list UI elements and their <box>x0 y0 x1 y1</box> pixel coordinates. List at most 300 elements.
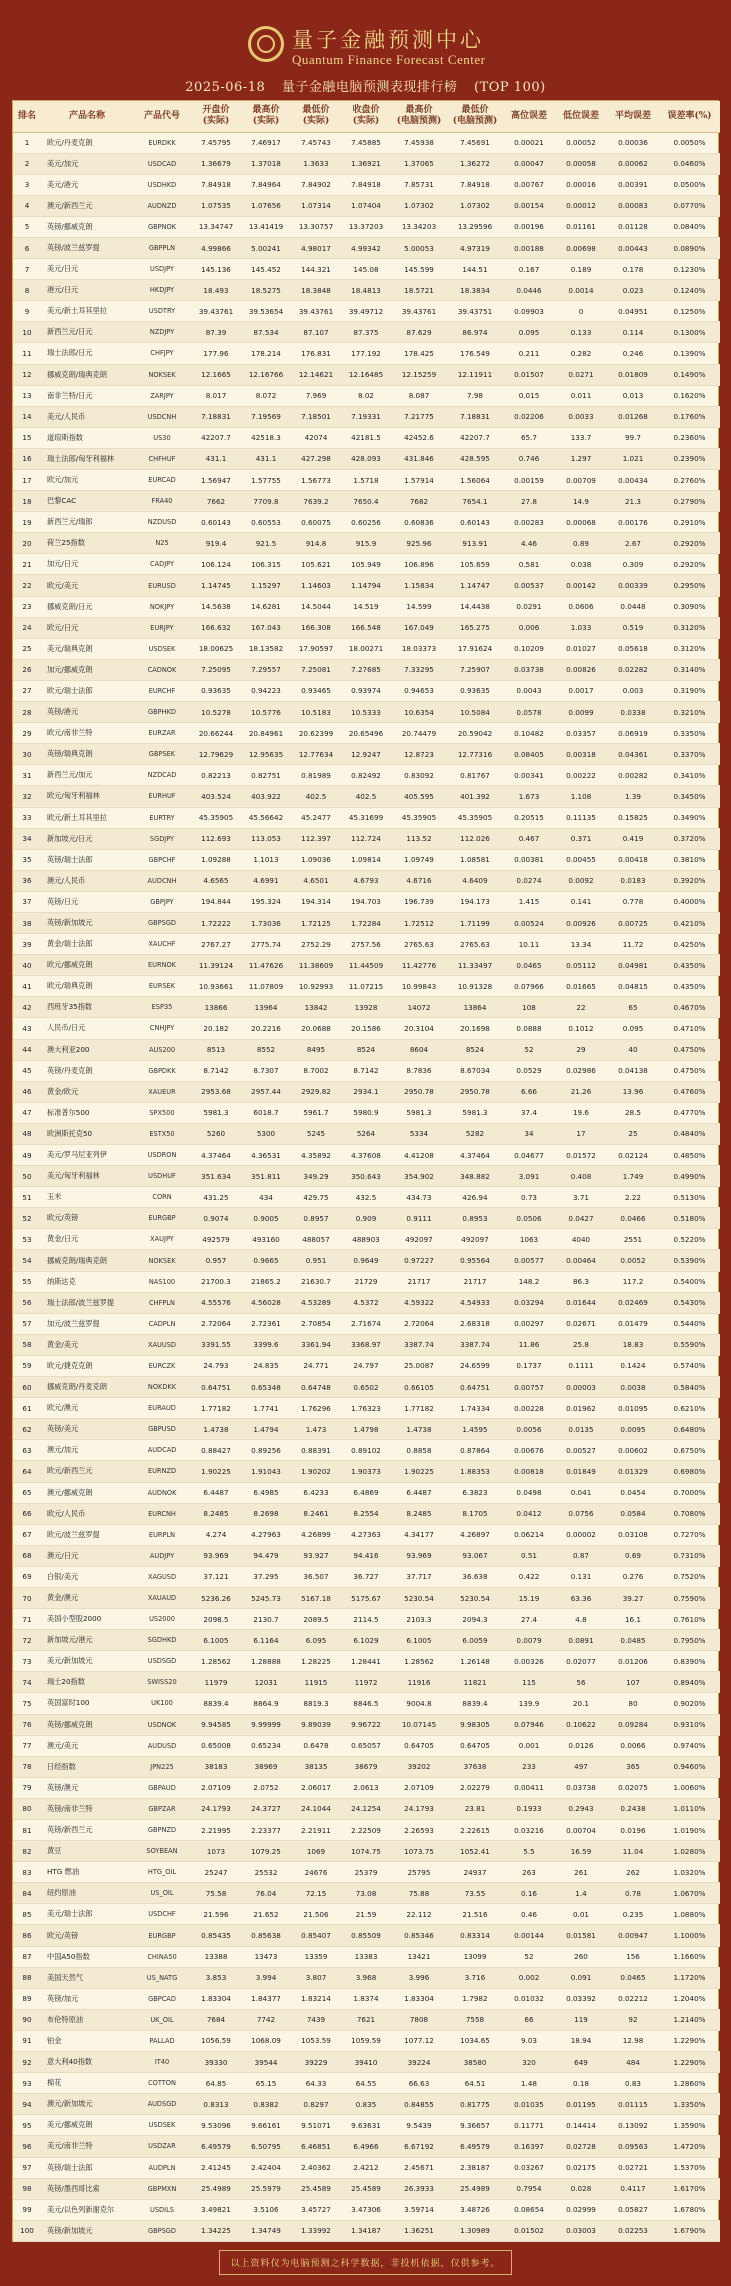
value-cell: 10.5278 <box>191 702 241 723</box>
product-name-cell: 欧洲斯托克50 <box>41 1123 133 1144</box>
value-cell: 66 <box>503 2009 555 2030</box>
value-cell: 8.7307 <box>241 1060 291 1081</box>
product-code-cell: GBPUSD <box>133 1419 191 1440</box>
rank-cell: 56 <box>13 1292 41 1313</box>
value-cell: 2.71674 <box>341 1313 391 1334</box>
value-cell: 16.1 <box>607 1609 659 1630</box>
rank-cell: 35 <box>13 849 41 870</box>
value-cell: 0.0412 <box>503 1503 555 1524</box>
value-cell: 0.00926 <box>555 912 607 933</box>
value-cell: 2103.3 <box>391 1609 447 1630</box>
product-code-cell: USDCNH <box>133 406 191 427</box>
value-cell: 0.01095 <box>607 1398 659 1419</box>
value-cell: 42207.7 <box>191 427 241 448</box>
value-cell: 0.60075 <box>291 512 341 533</box>
value-cell: 1.14745 <box>191 575 241 596</box>
value-cell: 0.0271 <box>555 364 607 385</box>
value-cell: 348.882 <box>447 1166 503 1187</box>
value-cell: 8839.4 <box>191 1693 241 1714</box>
product-code-cell: USDCAD <box>133 153 191 174</box>
value-cell: 2130.7 <box>241 1609 291 1630</box>
value-cell: 1.14794 <box>341 575 391 596</box>
product-name-cell: 标准普尔500 <box>41 1102 133 1123</box>
value-cell: 1034.65 <box>447 2030 503 2051</box>
product-name-cell: 欧元/英镑 <box>41 1208 133 1229</box>
value-cell: 0.1300% <box>659 322 720 343</box>
value-cell: 1.72512 <box>391 912 447 933</box>
value-cell: 2.22615 <box>447 1820 503 1841</box>
table-row <box>13 2178 720 2199</box>
value-cell: 18.83 <box>607 1334 659 1355</box>
value-cell: 8.2461 <box>291 1503 341 1524</box>
table-row <box>13 1904 720 1925</box>
table-row <box>13 2199 720 2220</box>
value-cell: 2765.63 <box>447 934 503 955</box>
value-cell: 5981.3 <box>391 1102 447 1123</box>
product-name-cell: 美元/南非兰特 <box>41 2136 133 2157</box>
value-cell: 0.16397 <box>503 2136 555 2157</box>
value-cell: 0.89 <box>555 533 607 554</box>
value-cell: 1.3590% <box>659 2115 720 2136</box>
value-cell: 5334 <box>391 1123 447 1144</box>
value-cell: 76.04 <box>241 1883 291 1904</box>
value-cell: 0.64705 <box>447 1735 503 1756</box>
value-cell: 113.053 <box>241 828 291 849</box>
value-cell: 112.397 <box>291 828 341 849</box>
rank-cell: 44 <box>13 1039 41 1060</box>
value-cell: 0.02124 <box>607 1145 659 1166</box>
value-cell: 0.0888 <box>503 1018 555 1039</box>
value-cell: 0.006 <box>503 617 555 638</box>
value-cell: 1.88353 <box>447 1461 503 1482</box>
value-cell: 1.74334 <box>447 1398 503 1419</box>
product-name-cell: 英镑/墨西哥比索 <box>41 2178 133 2199</box>
rank-cell: 97 <box>13 2157 41 2178</box>
table-row <box>13 406 720 427</box>
value-cell: 2.02279 <box>447 1777 503 1798</box>
rank-cell: 92 <box>13 2052 41 2073</box>
value-cell: 11.39124 <box>191 955 241 976</box>
value-cell: 0.05618 <box>607 638 659 659</box>
table-row <box>13 1503 720 1524</box>
value-cell: 10.91328 <box>447 976 503 997</box>
value-cell: 18.00271 <box>341 638 391 659</box>
value-cell: 7650.4 <box>341 491 391 512</box>
value-cell: 24937 <box>447 1862 503 1883</box>
product-name-cell: 澳元/美元 <box>41 1735 133 1756</box>
product-name-cell: 美元/新加坡元 <box>41 1651 133 1672</box>
value-cell: 0.01329 <box>607 1461 659 1482</box>
value-cell: 5230.54 <box>391 1587 447 1608</box>
value-cell: 1.28888 <box>241 1651 291 1672</box>
value-cell: 0.3090% <box>659 596 720 617</box>
value-cell: 0.93635 <box>447 680 503 701</box>
value-cell: 0.0126 <box>555 1735 607 1756</box>
value-cell: 39202 <box>391 1756 447 1777</box>
value-cell: 7.84918 <box>341 174 391 195</box>
value-cell: 1.1660% <box>659 1946 720 1967</box>
value-cell: 11.33497 <box>447 955 503 976</box>
value-cell: 0.10622 <box>555 1714 607 1735</box>
value-cell: 6.46851 <box>291 2136 341 2157</box>
value-cell: 488903 <box>341 1229 391 1250</box>
value-cell: 12.16766 <box>241 364 291 385</box>
value-cell: 0.4750% <box>659 1060 720 1081</box>
value-cell: 0.3210% <box>659 702 720 723</box>
value-cell: 52 <box>503 1946 555 1967</box>
value-cell: 1.34749 <box>241 2220 291 2241</box>
value-cell: 0.65348 <box>241 1377 291 1398</box>
value-cell: 0.00318 <box>555 744 607 765</box>
value-cell: 2.68318 <box>447 1313 503 1334</box>
value-cell: 1.033 <box>555 617 607 638</box>
value-cell: 1.415 <box>503 891 555 912</box>
value-cell: 12.1665 <box>191 364 241 385</box>
value-cell: 148.2 <box>503 1271 555 1292</box>
table-row <box>13 1587 720 1608</box>
value-cell: 1.07302 <box>391 195 447 216</box>
value-cell: 427.298 <box>291 448 341 469</box>
product-code-cell: CHFPLN <box>133 1292 191 1313</box>
table-row <box>13 364 720 385</box>
product-code-cell: SGDJPY <box>133 828 191 849</box>
column-header: 最低价 (实际) <box>291 101 341 132</box>
value-cell: 11.38609 <box>291 955 341 976</box>
product-name-cell: 美元/以色列新谢克尔 <box>41 2199 133 2220</box>
product-code-cell: AUDCNH <box>133 870 191 891</box>
value-cell: 2.0613 <box>341 1777 391 1798</box>
value-cell: 402.5 <box>341 786 391 807</box>
value-cell: 2.06017 <box>291 1777 341 1798</box>
value-cell: 0.9310% <box>659 1714 720 1735</box>
value-cell: 5236.26 <box>191 1587 241 1608</box>
value-cell: 8.2485 <box>191 1503 241 1524</box>
value-cell: 0.6210% <box>659 1398 720 1419</box>
value-cell: 0.1111 <box>555 1355 607 1376</box>
rank-cell: 89 <box>13 1988 41 2009</box>
value-cell: 1.2040% <box>659 1988 720 2009</box>
value-cell: 7.19569 <box>241 406 291 427</box>
product-name-cell: 英镑/丹麦克朗 <box>41 1060 133 1081</box>
value-cell: 7.46917 <box>241 132 291 153</box>
value-cell: 0.0578 <box>503 702 555 723</box>
value-cell: 0.5840% <box>659 1377 720 1398</box>
value-cell: 3.091 <box>503 1166 555 1187</box>
value-cell: 0.001 <box>503 1735 555 1756</box>
value-cell: 0.08654 <box>503 2199 555 2220</box>
value-cell: 1.72284 <box>341 912 391 933</box>
value-cell: 11.04 <box>607 1841 659 1862</box>
header <box>0 0 731 112</box>
value-cell: 1059.59 <box>341 2030 391 2051</box>
product-code-cell: AUDPLN <box>133 2157 191 2178</box>
table-row <box>13 786 720 807</box>
product-code-cell: GBPSGD <box>133 912 191 933</box>
value-cell: 18.03373 <box>391 638 447 659</box>
value-cell: 0.041 <box>555 1482 607 1503</box>
table-row <box>13 1756 720 1777</box>
value-cell: 21630.7 <box>291 1271 341 1292</box>
value-cell: 0.2920% <box>659 533 720 554</box>
product-code-cell: GBPNZD <box>133 1820 191 1841</box>
brand-title: 量子金融预测中心 <box>292 28 484 52</box>
value-cell: 3.48726 <box>447 2199 503 2220</box>
value-cell: 0.467 <box>503 828 555 849</box>
column-header: 开盘价 (实际) <box>191 101 241 132</box>
value-cell: 3.994 <box>241 1967 291 1988</box>
value-cell: 3.49821 <box>191 2199 241 2220</box>
rank-cell: 91 <box>13 2030 41 2051</box>
value-cell: 0.3410% <box>659 765 720 786</box>
value-cell: 24.6599 <box>447 1355 503 1376</box>
value-cell: 7684 <box>191 2009 241 2030</box>
product-code-cell: USDCHF <box>133 1904 191 1925</box>
value-cell: 166.308 <box>291 617 341 638</box>
value-cell: 0.02671 <box>555 1313 607 1334</box>
value-cell: 56 <box>555 1672 607 1693</box>
value-cell: 1.07302 <box>447 195 503 216</box>
value-cell: 1053.59 <box>291 2030 341 2051</box>
value-cell: 20.2216 <box>241 1018 291 1039</box>
product-code-cell: HKDJPY <box>133 280 191 301</box>
value-cell: 25247 <box>191 1862 241 1883</box>
value-cell: 1.71199 <box>447 912 503 933</box>
value-cell: 6.67192 <box>391 2136 447 2157</box>
value-cell: 0.01809 <box>607 364 659 385</box>
value-cell: 8552 <box>241 1039 291 1060</box>
product-code-cell: GBPDKK <box>133 1060 191 1081</box>
value-cell: 4.36531 <box>241 1145 291 1166</box>
value-cell: 17.91624 <box>447 638 503 659</box>
product-code-cell: EURCNH <box>133 1503 191 1524</box>
value-cell: 1.57914 <box>391 470 447 491</box>
value-cell: 0.0017 <box>555 680 607 701</box>
product-code-cell: SWISS20 <box>133 1672 191 1693</box>
report-subtitle: (TOP 100) <box>474 80 546 95</box>
table-row <box>13 427 720 448</box>
value-cell: 11.07215 <box>341 976 391 997</box>
value-cell: 4.99866 <box>191 237 241 258</box>
value-cell: 0.05827 <box>607 2199 659 2220</box>
table-row <box>13 1841 720 1862</box>
value-cell: 156 <box>607 1946 659 1967</box>
value-cell: 11972 <box>341 1672 391 1693</box>
product-code-cell: CADJPY <box>133 554 191 575</box>
table-row <box>13 1440 720 1461</box>
value-cell: 25.0087 <box>391 1355 447 1376</box>
value-cell: 1077.12 <box>391 2030 447 2051</box>
table-row <box>13 2094 720 2115</box>
product-name-cell: 美元/罗马尼亚列伊 <box>41 1145 133 1166</box>
product-name-cell: 中国A50指数 <box>41 1946 133 1967</box>
value-cell: 1.5370% <box>659 2157 720 2178</box>
value-cell: 434 <box>241 1187 291 1208</box>
value-cell: 10.5333 <box>341 702 391 723</box>
product-code-cell: EURPLN <box>133 1524 191 1545</box>
value-cell: 1.36679 <box>191 153 241 174</box>
value-cell: 0.00228 <box>503 1398 555 1419</box>
product-name-cell: 黄金/日元 <box>41 1229 133 1250</box>
value-cell: 0.00818 <box>503 1461 555 1482</box>
product-name-cell: 道琼斯指数 <box>41 427 133 448</box>
value-cell: 0.93635 <box>191 680 241 701</box>
product-name-cell: 英镑/波兰兹罗提 <box>41 237 133 258</box>
value-cell: 0.00047 <box>503 153 555 174</box>
product-code-cell: XAUUSD <box>133 1334 191 1355</box>
value-cell: 0.00016 <box>555 174 607 195</box>
rank-cell: 93 <box>13 2073 41 2094</box>
product-name-cell: 纳斯达克 <box>41 1271 133 1292</box>
value-cell: 45.35905 <box>391 807 447 828</box>
value-cell: 0.0498 <box>503 1482 555 1503</box>
value-cell: 484 <box>607 2052 659 2073</box>
value-cell: 4.5372 <box>341 1292 391 1313</box>
value-cell: 18.3848 <box>291 280 341 301</box>
value-cell: 3361.94 <box>291 1334 341 1355</box>
product-code-cell: UK_OIL <box>133 2009 191 2030</box>
rank-cell: 15 <box>13 427 41 448</box>
value-cell: 0.581 <box>503 554 555 575</box>
rank-cell: 11 <box>13 343 41 364</box>
product-code-cell: JPN225 <box>133 1756 191 1777</box>
value-cell: 25.8 <box>555 1334 607 1355</box>
value-cell: 2098.5 <box>191 1609 241 1630</box>
value-cell: 0.03267 <box>503 2157 555 2178</box>
product-name-cell: 新西兰元/日元 <box>41 322 133 343</box>
product-code-cell: NZDUSD <box>133 512 191 533</box>
rank-cell: 60 <box>13 1377 41 1398</box>
value-cell: 0.00704 <box>555 1820 607 1841</box>
product-name-cell: 澳大利亚200 <box>41 1039 133 1060</box>
product-code-cell: GBPNOK <box>133 216 191 237</box>
value-cell: 39.43761 <box>191 301 241 322</box>
value-cell: 0.211 <box>503 343 555 364</box>
value-cell: 11821 <box>447 1672 503 1693</box>
value-cell: 3.59714 <box>391 2199 447 2220</box>
value-cell: 0.65008 <box>191 1735 241 1756</box>
product-name-cell: 澳元/加元 <box>41 1440 133 1461</box>
value-cell: 492579 <box>191 1229 241 1250</box>
value-cell: 6.0059 <box>447 1630 503 1651</box>
value-cell: 1069 <box>291 1841 341 1862</box>
value-cell: 2.26593 <box>391 1820 447 1841</box>
value-cell: 4.27363 <box>341 1524 391 1545</box>
value-cell: 1.76323 <box>341 1398 391 1419</box>
value-cell: 1.36251 <box>391 2220 447 2241</box>
rank-cell: 20 <box>13 533 41 554</box>
value-cell: 20.65496 <box>341 723 391 744</box>
rank-cell: 53 <box>13 1229 41 1250</box>
table-row <box>13 702 720 723</box>
value-cell: 1.28225 <box>291 1651 341 1672</box>
table-row <box>13 1735 720 1756</box>
value-cell: 0.309 <box>607 554 659 575</box>
rank-cell: 46 <box>13 1081 41 1102</box>
value-cell: 1.72222 <box>191 912 241 933</box>
value-cell: 1.76296 <box>291 1398 341 1419</box>
value-cell: 1074.75 <box>341 1841 391 1862</box>
value-cell: 0.01115 <box>607 2094 659 2115</box>
value-cell: 1079.25 <box>241 1841 291 1862</box>
value-cell: 8.2485 <box>391 1503 447 1524</box>
value-cell: 1.4595 <box>447 1419 503 1440</box>
value-cell: 8864.9 <box>241 1693 291 1714</box>
value-cell: 0.82492 <box>341 765 391 786</box>
product-code-cell: AUDCAD <box>133 1440 191 1461</box>
value-cell: 7621 <box>341 2009 391 2030</box>
value-cell: 0.3120% <box>659 638 720 659</box>
value-cell: 0.6750% <box>659 1440 720 1461</box>
value-cell: 0.00326 <box>503 1651 555 1672</box>
ranking-table-container <box>12 100 719 2242</box>
value-cell: 0.6480% <box>659 1419 720 1440</box>
rank-cell: 94 <box>13 2094 41 2115</box>
value-cell: 263 <box>503 1862 555 1883</box>
rank-cell: 8 <box>13 280 41 301</box>
value-cell: 0.835 <box>341 2094 391 2115</box>
value-cell: 0.00002 <box>555 1524 607 1545</box>
value-cell: 13473 <box>241 1946 291 1967</box>
value-cell: 0.7310% <box>659 1545 720 1566</box>
value-cell: 0.1490% <box>659 364 720 385</box>
value-cell: 6018.7 <box>241 1102 291 1123</box>
value-cell: 19.6 <box>555 1102 607 1123</box>
value-cell: 105.659 <box>447 554 503 575</box>
value-cell: 21700.3 <box>191 1271 241 1292</box>
value-cell: 0.5440% <box>659 1313 720 1334</box>
value-cell: 93.067 <box>447 1545 503 1566</box>
value-cell: 0.419 <box>607 828 659 849</box>
value-cell: 12.79629 <box>191 744 241 765</box>
value-cell: 0.1012 <box>555 1018 607 1039</box>
rank-cell: 36 <box>13 870 41 891</box>
value-cell: 7.84902 <box>291 174 341 195</box>
value-cell: 0.1230% <box>659 259 720 280</box>
value-cell: 0.178 <box>607 259 659 280</box>
value-cell: 0.131 <box>555 1566 607 1587</box>
product-code-cell: AUDUSD <box>133 1735 191 1756</box>
value-cell: 10.5776 <box>241 702 291 723</box>
value-cell: 18.5275 <box>241 280 291 301</box>
table-row <box>13 322 720 343</box>
value-cell: 0.4710% <box>659 1018 720 1039</box>
value-cell: 21.652 <box>241 1904 291 1925</box>
value-cell: 10.99843 <box>391 976 447 997</box>
column-header: 低位误差 <box>555 101 607 132</box>
value-cell: 0.11771 <box>503 2115 555 2136</box>
value-cell: 0.01195 <box>555 2094 607 2115</box>
value-cell: 428.595 <box>447 448 503 469</box>
value-cell: 8.7002 <box>291 1060 341 1081</box>
rank-cell: 57 <box>13 1313 41 1334</box>
rank-cell: 34 <box>13 828 41 849</box>
value-cell: 112.724 <box>341 828 391 849</box>
value-cell: 0.84855 <box>391 2094 447 2115</box>
product-code-cell: EURNZD <box>133 1461 191 1482</box>
value-cell: 12.11911 <box>447 364 503 385</box>
value-cell: 106.315 <box>241 554 291 575</box>
value-cell: 0.0756 <box>555 1503 607 1524</box>
value-cell: 14072 <box>391 997 447 1018</box>
value-cell: 12.77316 <box>447 744 503 765</box>
table-row <box>13 1250 720 1271</box>
value-cell: 11916 <box>391 1672 447 1693</box>
value-cell: 0.167 <box>503 259 555 280</box>
product-name-cell: 美元/加元 <box>41 153 133 174</box>
rank-cell: 67 <box>13 1524 41 1545</box>
value-cell: 145.452 <box>241 259 291 280</box>
product-name-cell: HTG 燃油 <box>41 1862 133 1883</box>
